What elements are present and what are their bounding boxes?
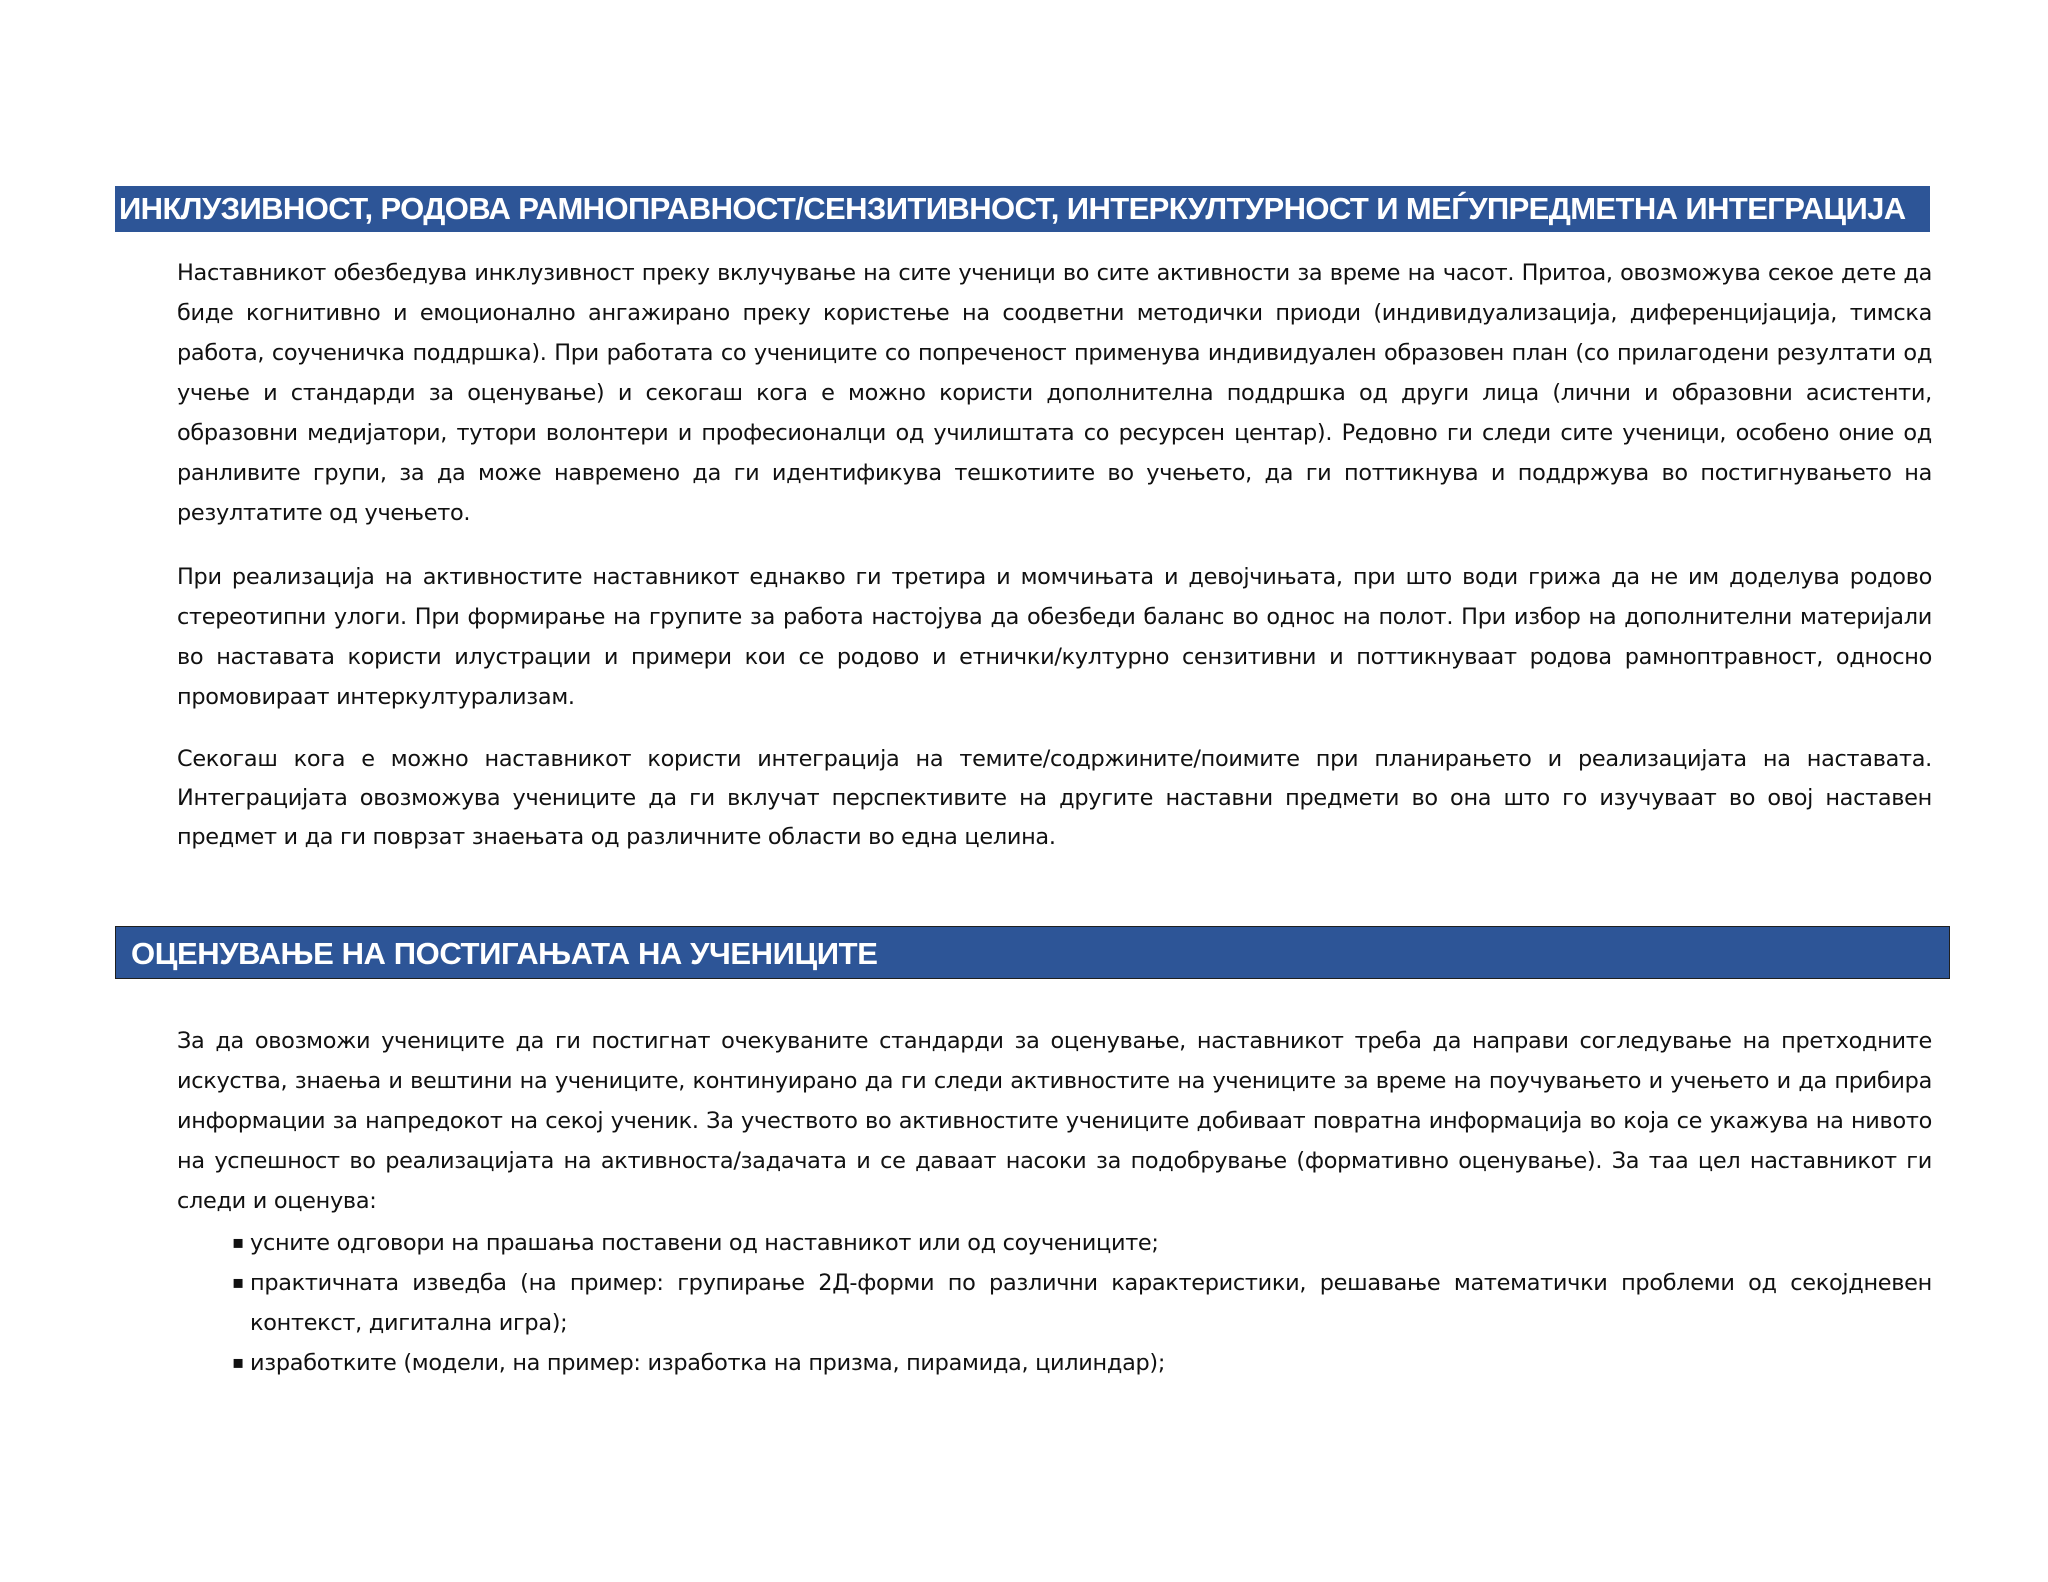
list-item-text: практичната изведба (на пример: групирање 2Д-форми по различни карактеристики, решавање математички проблеми од секојдневен контекст, дигитална игра); [250, 1270, 1932, 1336]
section-heading-assessment: ОЦЕНУВАЊЕ НА ПОСТИГАЊАТА НА УЧЕНИЦИТЕ [115, 926, 1950, 979]
assessment-bullet-list [232, 1223, 1932, 1383]
bullet-square-icon: ▪ [232, 1352, 244, 1373]
paragraph-gender-equality: При реализација на активностите наставникот еднакво ги третира и момчињата и девојчињата, при што води грижа да не им доделува родово стереотипни улоги. При формирање на групите за работа настојува да обезбеди баланс во однос на полот. При избор на дополнителни материјали во наставата користи илустрации и примери кои се родово и етнички/културно сензитивни и поттикнуваат родова рамноптравност, односно промовираат интеркултурализам. [177, 564, 1932, 710]
list-item-text: усните одговори на прашања поставени од наставникот или од соучениците; [250, 1230, 1159, 1256]
bullet-square-icon: ▪ [232, 1272, 244, 1293]
bullet-square-icon: ▪ [232, 1232, 244, 1253]
paragraph-integration: Секогаш кога е можно наставникот користи интеграција на темите/содржините/поимите при планирањето и реализацијата на наставата. Интеграцијата овозможува учениците да ги вклучат перспективите на другите наставни предмети во она што го изучуваат во овој наставен предмет и да ги поврзат знаењата од различните области во една целина. [177, 746, 1932, 850]
list-item [232, 1263, 1932, 1343]
paragraph-inclusivity: Наставникот обезбедува инклузивност преку вклучување на сите ученици во сите активности за време на часот. Притоа, овозможува секое дете да биде когнитивно и емоционално ангажирано преку користење на соодветни методички приоди (индивидуализација, диференцијација, тимска работа, соученичка поддршка). При работата со учениците со попреченост применува индивидуален образовен план (со прилагодени резултати од учење и стандарди за оценување) и секогаш кога е можно користи дополнителна поддршка од други лица (лични и образовни асистенти, образовни медијатори, тутори волонтери и професионалци од училиштата со ресурсен центар). Редовно ги следи сите ученици, особено оние од ранливите групи, за да може навремено да ги идентификува тешкотиите во учењето, да ги поттикнува и поддржува во постигнувањето на резултатите од учењето. [177, 260, 1932, 526]
paragraph-assessment-intro: За да овозможи учениците да ги постигнат очекуваните стандарди за оценување, наставникот треба да направи согледување на претходните искуства, знаења и вештини на учениците, континуирано да ги следи активностите на учениците за време на поучувањето и учењето и да прибира информации за напредокот на секој ученик. За учеството во активностите учениците добиваат повратна информација во која се укажува на нивото на успешност во реализацијата на активноста/задачата и се даваат насоки за подобрување (формативно оценување). За таа цел наставникот ги следи и оценува: [177, 1028, 1932, 1214]
list-item [232, 1343, 1932, 1383]
list-item [232, 1223, 1932, 1263]
list-item-text: изработките (модели, на пример: изработка на призма, пирамида, цилиндар); [250, 1350, 1166, 1376]
section-heading-inclusivity: ИНКЛУЗИВНОСТ, РОДОВА РАМНОПРАВНОСТ/СЕНЗИТИВНОСТ, ИНТЕРКУЛТУРНОСТ И МЕЃУПРЕДМЕТНА ИНТЕГРАЦИЈА [115, 186, 1930, 232]
